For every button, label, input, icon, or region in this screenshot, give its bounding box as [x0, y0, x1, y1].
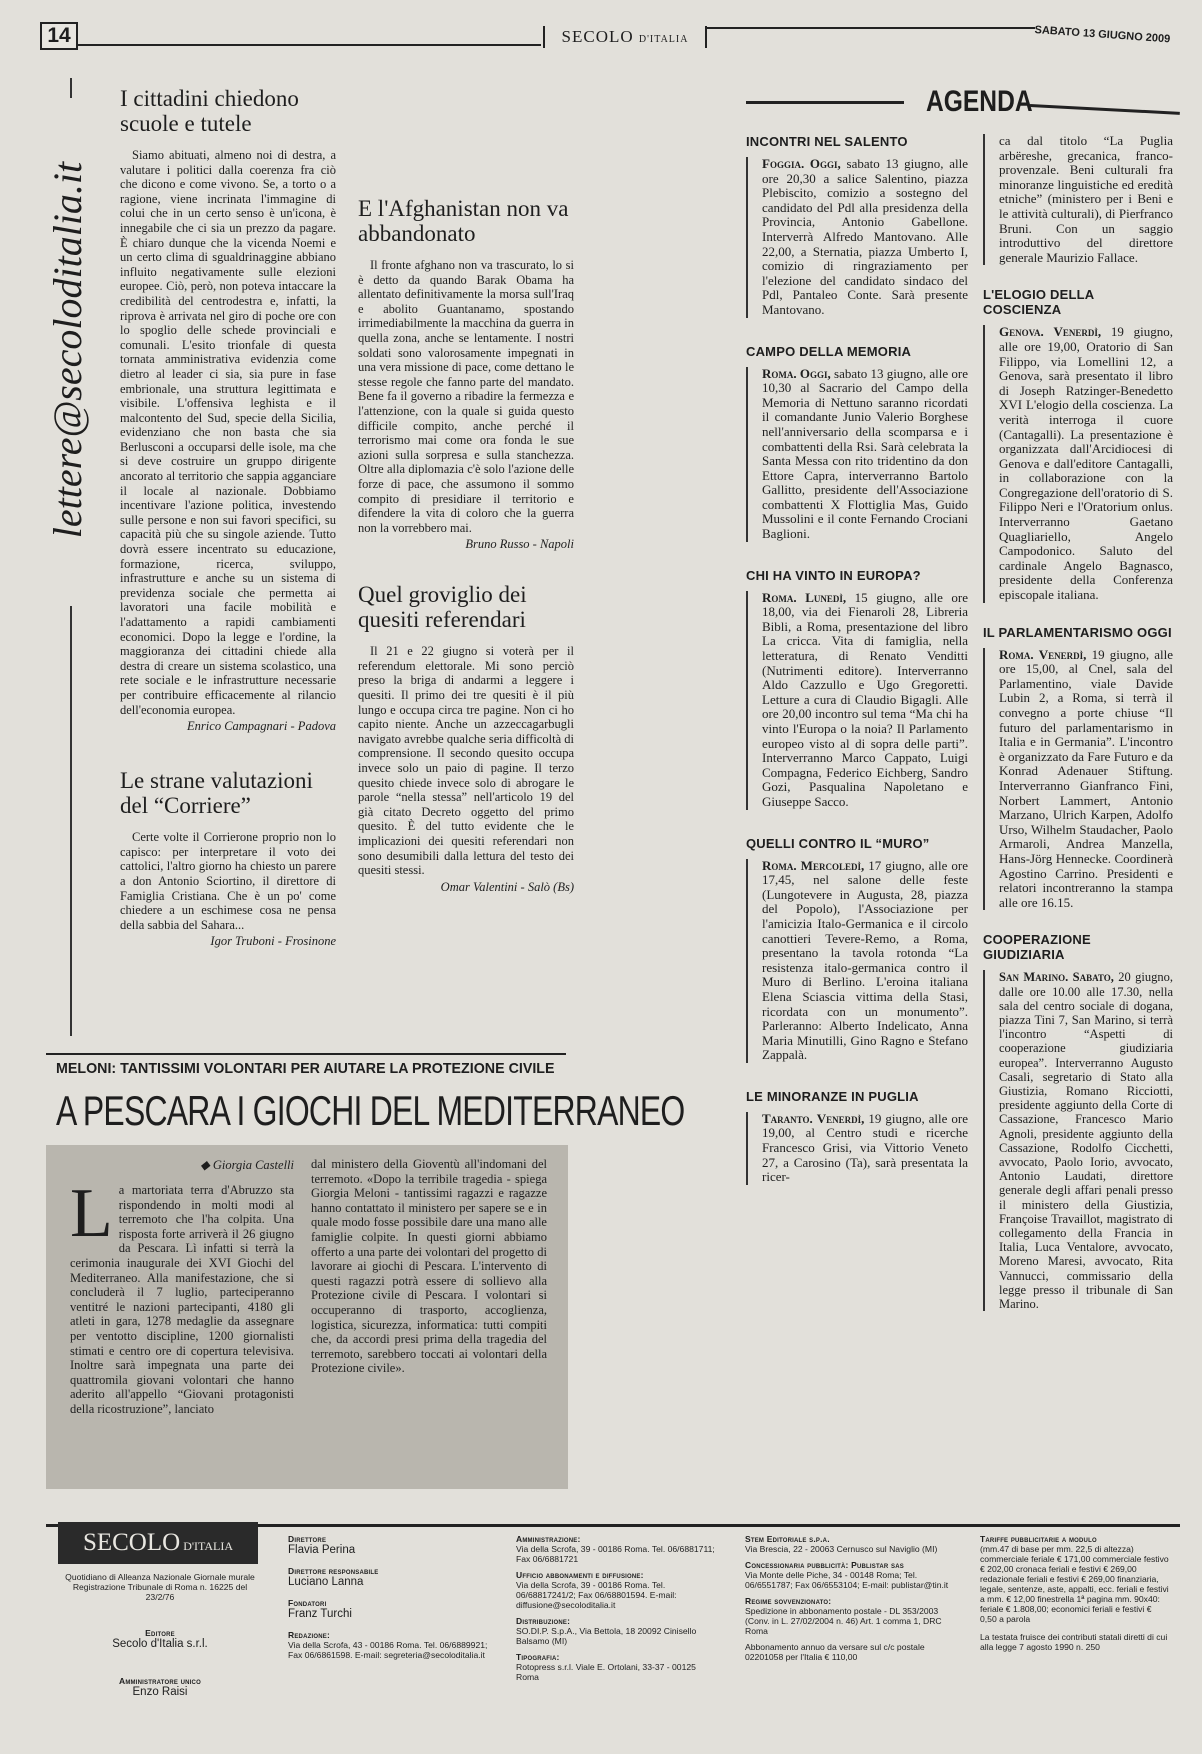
- sidebar-rule-top: [70, 78, 72, 98]
- agenda-item-7-when: Venerdì,: [1053, 324, 1102, 340]
- footer-col-concessionaria: [745, 1534, 963, 1662]
- footer-regime-label: Regime sovvenzionato:: [745, 1596, 832, 1606]
- masthead-title: SECOLO: [561, 27, 634, 46]
- agenda-item-7-heading: L'ELOGIO DELLA COSCIENZA: [983, 287, 1094, 318]
- footer-editore: [62, 1628, 258, 1650]
- footer-concessionaria-label: Concessionaria pubblicità: Publistar sas: [745, 1560, 904, 1570]
- agenda-item-3-when: Lunedì,: [805, 589, 847, 605]
- agenda-item-5-text: 19 giugno, alle ore 19,00, al Centro studi e ricerche Francesco Grisi, via Vittorio Veneto 27, a Carosino (Ta), sarà presentata la ricer-: [762, 1110, 968, 1185]
- letter-4-body: Il 21 e 22 giugno si voterà per il referendum elettorale. Mi sono perciò preso la briga di andarmi a leggere i quesiti. Il primo dei tre quesiti è il più lungo e occupa circa tre pagine. Non ci ho capito niente. Anche un azzeccagarbugli navigato avrebbe qualche seria difficoltà di comprensione. Il secondo quesito occupa invece solo un paio di pagine. Il terzo quesito chiede invece solo di abrogare le parole “nella stessa” nell'articolo 19 del già citato Decreto oggetto del primo quesito. È del tutto evidente che le implicazioni dei quesiti referendari non sono desumibili dalla lettura del testo dei quesiti stessi.: [358, 644, 574, 878]
- agenda-item-9-heading: COOPERAZIONE GIUDIZIARIA: [983, 932, 1091, 963]
- footer-abbonamenti: Via della Scrofa, 39 - 00186 Roma. Tel. 06/68817241/2; Fax 06/68801594. E-mail: diffusione@secoloditalia.it: [516, 1580, 677, 1610]
- footer-tipografia: Rotopress s.r.l. Viale E. Ortolani, 33-37 - 00125 Roma: [516, 1662, 696, 1682]
- footer-regime: Spedizione in abbonamento postale - DL 353/2003 (Conv. in L. 27/02/2004 n. 46) Art. 1 comma 1, DRC Roma: [745, 1606, 942, 1636]
- footer-tipografia-label: Tipografia:: [516, 1652, 560, 1662]
- feature-body-1: [70, 1175, 294, 1417]
- agenda-item-3-text: 15 giugno, alle ore 18,00, via dei Fienaroli 28, Libreria Bibli, a Roma, presentazione del libro La cricca. Vita di famiglia, nella letteratura, di Renato Venditti (Nutrimenti editore). Interverranno Aldo Cazzullo e Ugo Gregoretti. Letture a cura di Claudio Bigagli. Alle ore 20,00 incontro sul tema “Ma chi ha vinto l'Europa o la noia? Il Parlamento europeo visto al di sopra delle parti”. Interverranno Marco Cappato, Luigi Compagna, Federico Eichberg, Sandro Gozi, Pasqualina Napoletano e Giuseppe Sacco.: [762, 589, 969, 809]
- feature-kicker: MELONI: TANTISSIMI VOLONTARI PER AIUTARE LA PROTEZIONE CIVILE: [56, 1060, 555, 1077]
- footer-logo-sub: Quotidiano di Alleanza Nazionale Giornale murale Registrazione Tribunale di Roma n. 16225 del 23/2/76: [65, 1572, 255, 1602]
- letter-2-body: Certe volte il Corrierone proprio non lo capisco: per interpretare il voto dei cattolici, l'altro giorno ha chiesto un parere a don Antonio Sciortino, il direttore di Famiglia Cristiana. Che è un po' come chiedere a un eschimese cosa ne pensa della sabbia del Sahara...: [120, 830, 336, 932]
- feature-headline: A PESCARA I GIOCHI DEL MEDITERRANEO: [56, 1087, 685, 1134]
- letter-1: [120, 86, 336, 734]
- footer-ammin-unico: [62, 1676, 258, 1698]
- footer-stem: Via Brescia, 22 - 20063 Cernusco sul Naviglio (MI): [745, 1544, 938, 1554]
- footer-fondatore: Franz Turchi: [288, 1608, 352, 1620]
- letter-2-signature: Igor Truboni - Frosinone: [210, 934, 336, 949]
- feature-col1-text: a martoriata terra d'Abruzzo sta rispondendo in molti modi al terremoto che l'ha colpita. Una risposta forte arriverà il 26 giugno da Pescara. Lì infatti si terrà la cerimonia inaugurale dei XVI Giochi del Mediterraneo. Alla manifestazione, che si concluderà il 7 luglio, parteciperanno ventitré le nazioni partecipanti, 4180 gli atleti in gara, 1278 medaglie da assegnare per ventotto discipline, 1200 giornalisti stimati e centro ore di copertura televisiva. Inoltre sarà impegnata una parte dei quattromila giovani volontari che hanno aderito all'appello “Giovani protagonisti della ricostruzione”, lanciato: [70, 1183, 294, 1416]
- agenda-item-5-heading: LE MINORANZE IN PUGLIA: [746, 1088, 919, 1104]
- feature-column-1: [70, 1157, 294, 1417]
- header-rule-left: [76, 44, 541, 46]
- agenda-item-2-when: Oggi,: [799, 365, 831, 381]
- agenda-item-8-place: Roma.: [999, 646, 1034, 662]
- footer-logo: [58, 1522, 258, 1564]
- feature-dropcap: L: [70, 1175, 113, 1252]
- footer-col-tariffe: [980, 1534, 1170, 1652]
- agenda-column-1: [746, 134, 968, 1185]
- header-rule-right: [705, 27, 1035, 29]
- header-masthead: [543, 26, 707, 48]
- letter-4: [358, 582, 574, 895]
- footer-amministrazione-label: Amministrazione:: [516, 1534, 581, 1544]
- header-date: SABATO 13 GIUGNO 2009: [1034, 24, 1171, 46]
- agenda-item-2-text: sabato 13 giugno, alle ore 10,30 al Sacrario del Campo della Memoria di Nettuno saranno ricordati il comandante Junio Valerio Borghese nell'anniversario della scomparsa e i combattenti della Rsi. Sarà celebrata la Santa Messa con rito tridentino da don Ettore Capra, interverranno Bartolo Gallitto, presidente dell'Associazione combattenti X Flottiglia Mas, Guido Mussolini e il conte Fernando Crociani Baglioni.: [762, 365, 969, 542]
- letter-4-signature: Omar Valentini - Salò (Bs): [440, 879, 574, 894]
- letter-3-signature: Bruno Russo - Napoli: [465, 537, 574, 552]
- letter-2-title: Le strane valutazioni del “Corriere”: [120, 768, 313, 819]
- feature-byline: ◆ Giorgia Castelli: [200, 1158, 294, 1172]
- footer-dir-resp: Luciano Lanna: [288, 1576, 364, 1588]
- letter-3-body: Il fronte afghano non va trascurato, lo si è detto da quando Barak Obama ha allentato definitivamente la morsa sull'Iraq e abolito Guantanamo, spostando irrimediabilmente la macchina da guerra in quella zona, anche se lentamente. I nostri soldati sono valorosamente impegnati in una vera missione di pace, come dettano le stesse regole che fanno parte del mandato. Bene fa il governo a ribadire la fermezza e l'attenzione, con la quale si guida questo difficile compito, anche perché il terrorismo mai come ora fonda le sue azioni sulla sorpresa e sulla stanchezza. Oltre alla diplomazia c'è solo l'azione delle forze di pace, che assumono il sommo compito di presidiare il territorio e difendere la vita di coloro che la guerra non la vorrebbero mai.: [358, 258, 574, 535]
- letter-2: [120, 768, 336, 949]
- agenda-item-1-text: sabato 13 giugno, alle ore 20,30 a salice Salentino, piazza Plebiscito, comizio a sostegno del candidato del Pdl alla presidenza della Provincia, Antonio Gabellone. Interverrà Alfredo Mantovano. Alle 22,00, a Sternatia, piazza Umberto I, comizio di ringraziamento per l'elezione del candidato sindaco del Pdl, Pantaleo Conte. Sarà presente Mantovano.: [762, 156, 968, 317]
- footer-redazione-label: Redazione:: [288, 1630, 330, 1640]
- agenda-column-2: [983, 134, 1173, 1311]
- agenda-item-4-when: Mercoledì,: [800, 857, 865, 873]
- agenda-item-6-text: ca dal titolo “La Puglia arbëreshe, grecanica, franco-provenzale. Beni culturali fra minoranze linguistiche ed eredità etniche” (ministero per i Beni e le attività culturali), di Pierfranco Bruni. Con un saggio introduttivo del direttore generale Maurizio Fallace.: [983, 134, 1173, 265]
- letter-4-title: Quel groviglio dei quesiti referendari: [358, 582, 527, 633]
- footer-direttore: Flavia Perina: [288, 1544, 356, 1556]
- agenda-item-3-place: Roma.: [762, 589, 797, 605]
- agenda-item-5: [746, 1089, 968, 1185]
- agenda-item-1-when: Oggi,: [809, 156, 841, 171]
- agenda-item-9-place: San Marino.: [999, 970, 1069, 985]
- agenda-item-3-heading: CHI HA VINTO IN EUROPA?: [746, 567, 921, 583]
- feature-column-2: [311, 1157, 547, 1376]
- footer-ammin-unico-label: Amministratore unico: [119, 1676, 201, 1686]
- agenda-item-4-text: 17 giugno, alle ore 17,45, nel salone delle feste (Lungotevere in Augusta, 28, piazza del Popolo), l'Associazione per l'amicizia Italo-Germanica e il circolo canottieri Tevere-Remo, a Roma, presentano la tavola rotonda “La resistenza italo-germanica contro il Muro di Berlino. L'eroina italiana Elena Sciascia vittima della Stasi, ricordata con un monumento”. Parleranno: Alberto Indelicato, Anna Maria Minutilli, Gino Ragno e Stefano Zappalà.: [762, 857, 969, 1063]
- footer-abbonamento-note: Abbonamento annuo da versare sul c/c postale 02201058 per l'Italia € 110,00: [745, 1642, 925, 1662]
- agenda-item-4-place: Roma.: [762, 857, 797, 873]
- page-number: 14: [40, 22, 78, 50]
- feature-rule: [46, 1053, 566, 1055]
- agenda-item-9-when: Sabato,: [1072, 970, 1114, 985]
- footer-fondatore-label: Fondatori: [288, 1598, 327, 1608]
- agenda-item-7: [983, 287, 1173, 602]
- agenda-item-8-heading: IL PARLAMENTARISMO OGGI: [983, 624, 1172, 640]
- sidebar-rule-bottom: [70, 606, 72, 1036]
- agenda-item-8-when: Venerdì,: [1038, 646, 1087, 662]
- footer-direttore-label: Direttore: [288, 1534, 327, 1544]
- footer-dir-resp-label: Direttore responsabile: [288, 1566, 379, 1576]
- footer-redazione: Via della Scrofa, 43 - 00186 Roma. Tel. 06/6889921; Fax 06/6861598. E-mail: segreteria@secoloditalia.it: [288, 1640, 488, 1660]
- agenda-rule-left: [746, 101, 904, 104]
- agenda-title: AGENDA: [926, 85, 1033, 118]
- agenda-item-5-when: Venerdì,: [816, 1110, 865, 1126]
- footer-tariffe-label: Tariffe pubblicitarie a modulo: [980, 1534, 1097, 1544]
- agenda-item-2-place: Roma.: [762, 365, 797, 381]
- footer-editore-label: Editore: [145, 1628, 175, 1638]
- footer-abbonamenti-label: Ufficio abbonamenti e diffusione:: [516, 1570, 644, 1580]
- agenda-item-3: [746, 568, 968, 810]
- footer-logo-title: SECOLO: [82, 1529, 181, 1556]
- agenda-item-5-place: Taranto.: [762, 1110, 813, 1126]
- agenda-item-9: [983, 932, 1173, 1311]
- letter-1-title: I cittadini chiedono scuole e tutele: [120, 86, 299, 136]
- agenda-item-1-heading: INCONTRI NEL SALENTO: [746, 134, 908, 149]
- letters-column-1: [120, 86, 336, 949]
- agenda-item-7-text: 19 giugno, alle ore 19,00, Oratorio di San Filippo, via Lomellini 12, a Genova, sarà presentato il libro di Joseph Ratzinger-Benedetto XVI L'elogio della coscienza. La verità interroga il cuore (Cantagalli). La presentazione è organizzata dall'Arcidiocesi di Genova e dall'editore Cantagalli, in collaborazione con la Congregazione dell'oratorio di S. Filippo Neri e l'Oratorium onlus. Interverranno Gaetano Quagliariello, Angelo Campodonico. Saluto del cardinale Angelo Bagnasco, presidente della Conferenza episcopale italiana.: [999, 324, 1173, 603]
- agenda-item-8: [983, 625, 1173, 911]
- letter-1-signature: Enrico Campagnari - Padova: [187, 719, 336, 734]
- feature-col2-text: dal ministero della Gioventù all'indomani del terremoto. «Dopo la terribile tragedia - spiega Giorgia Meloni - tantissimi ragazzi e ragazze hanno contattato il ministero per sapere se e in quale modo fosse possibile dare una mano alle famiglie colpite. In questi giorni abbiamo offerto a una parte dei volontari del progetto di lavorare ai giochi di Pescara. L'intervento di questi ragazzi potrà essere di sollievo alla Protezione civile di Pescara. I volontari si occuperanno di trasporto, accoglienza, logistica, sicurezza, informatica: tutti compiti che, da accordi presi prima della tragedia del terremoto, sarebbero toccati ai volontari della Protezione civile».: [311, 1157, 547, 1376]
- footer-distribuzione: SO.DI.P. S.p.A., Via Bettola, 18 20092 Cinisello Balsamo (MI): [516, 1626, 697, 1646]
- agenda-item-4: [746, 836, 968, 1063]
- footer-testata-note: La testata fruisce dei contributi statali diretti di cui alla legge 7 agosto 1990 n. 250: [980, 1632, 1168, 1652]
- footer-concessionaria: Via Monte delle Piche, 34 - 00148 Roma; Tel. 06/6551787; Fax 06/6553104; E-mail: publistar@tin.it: [745, 1570, 949, 1590]
- agenda-item-1: [746, 134, 968, 318]
- footer-logo-suffix: D'ITALIA: [183, 1539, 234, 1553]
- masthead-suffix: D'ITALIA: [638, 34, 689, 45]
- footer-stem-label: Stem Editoriale s.p.a.: [745, 1534, 830, 1544]
- letters-email: lettere@secoloditalia.it: [45, 161, 90, 539]
- agenda-item-2-heading: CAMPO DELLA MEMORIA: [746, 343, 912, 359]
- letter-3: [358, 196, 574, 552]
- agenda-item-4-heading: QUELLI CONTRO IL “MURO”: [746, 835, 930, 851]
- agenda-item-1-place: Foggia.: [762, 156, 805, 171]
- agenda-item-9-text: 20 giugno, dalle ore 10.00 alle 17.30, nella sala del centro sociale di dogana, piazza Tini 7, San Marino, si terrà l'incontro “Aspetti di cooperazione giudiziaria europea”. Interverranno Augusto Casali, segretario di Stato alla Giustizia, Romano Ricciotti, presidente aggiunto della Corte di Cassazione, Francesco Mario Agnoli, presidente aggiunto della Cassazione, Rodolfo Cicchetti, avvocato, Paolo Iorio, avvocato, Antonio Laudati, direttore generale degli affari penali presso il ministero della Giustizia, Françoise Travaillot, magistrato di collegamento della Francia in Italia, Luca Ventalore, avvocato, Moreno Maresi, avvocato, Rita Vannucci, commissario della legge presso il tribunale di San Marino.: [999, 970, 1173, 1311]
- letters-column-2: [358, 196, 574, 895]
- agenda-item-6: [983, 134, 1173, 265]
- footer-col-amministrazione: [516, 1534, 716, 1682]
- agenda-item-7-place: Genova.: [999, 324, 1044, 340]
- footer-amministrazione: Via della Scrofa, 39 - 00186 Roma. Tel. 06/6881711; Fax 06/6881721: [516, 1544, 715, 1564]
- footer-ammin-unico-value: Enzo Raisi: [132, 1686, 188, 1698]
- footer-distribuzione-label: Distribuzione:: [516, 1616, 571, 1626]
- footer-tariffe: (mm.47 di base per mm. 22,5 di altezza) commerciale feriale € 171,00 commerciale festivo € 202,00 cronaca feriali e festivi € 269,00 redazionale feriali e festivi € 269,00 finanziaria, legale, sentenze, aste, appalti, ecc. feriali e festivi a mm. € 12,00 finestrella 1ª pagina mm. 90x40: feriale € 1.808,00; economici feriali e festivi € 0,50 a parola: [980, 1544, 1169, 1624]
- footer-editore-value: Secolo d'Italia s.r.l.: [112, 1638, 208, 1650]
- agenda-item-2: [746, 344, 968, 542]
- letter-3-title: E l'Afghanistan non va abbandonato: [358, 196, 569, 246]
- footer-col-direzione: [288, 1534, 498, 1660]
- letter-1-body: Siamo abituati, almeno noi di destra, a valutare i politici dalla coerenza fra ciò che dicono e come vivono. Se, a torto o a ragione, viene incrinata l'immagine di colui che in un certo senso è un'icona, è innegabile che ci sia un prezzo da pagare. È chiaro dunque che la vicenda Noemi e un certo clima di sgualdrinaggine abbiano influito negativamente sulle elezioni europee. Ciò, però, non poteva intaccare la credibilità del centrodestra e, infatti, la riprova è arrivata nel giro di poche ore con lo spoglio delle schede provinciali e comunali. L'esito trionfale di questa tornata amministrativa evidenzia come dietro al leader ci sia, sia pure in fase embrionale, una struttura legittimata e visibile. L'offensiva leghista e il malcontento del Sud, specie della Sicilia, evidenziano che non basta che sia Berlusconi a occuparsi delle isole, ma che si deve costruire un gruppo dirigente ancorato al territorio che sappia agganciare il locale al nazionale. Dobbiamo incentivare l'azione politica, investendo sulle persone e non sui favori specifici, su capacità più che su singole aziende. Tutto dovrà essere incentrato su educazione, formazione, ricerca, sviluppo, infrastrutture e anche su un sistema di previdenza sociale che permetta ai lavoratori una facile mobilità e l'adattamento a rapidi cambiamenti economici. Dopo la legge e l'ordine, la maggioranza dei cittadini chiede alla destra di creare un sistema scolastico, una rete sociale e le infrastrutture necessarie per contribuire efficacemente al rilancio dell'economia europea.: [120, 148, 336, 717]
- agenda-item-8-text: 19 giugno, alle ore 15,00, al Cnel, sala del Parlamentino, viale Davide Lubin 2, a Roma, si terrà il convegno a porte chiuse “Il futuro del parlamentarismo in Italia e in Germania”. L'incontro è organizzato da Fare Futuro e da Konrad Adenauer Stiftung. Interverranno Gianfranco Fini, Norbert Lammert, Antonio Marzano, Ulrich Karpen, Adolfo Urso, Wilhelm Staudacher, Paolo Armaroli, Andrea Manzella, Hans-Jörg Hennecke. Coordinerà Agostino Carrino. Presidenti e relatori incontreranno la stampa alle ore 16.15.: [999, 646, 1173, 910]
- agenda-rule-right: [1030, 104, 1180, 115]
